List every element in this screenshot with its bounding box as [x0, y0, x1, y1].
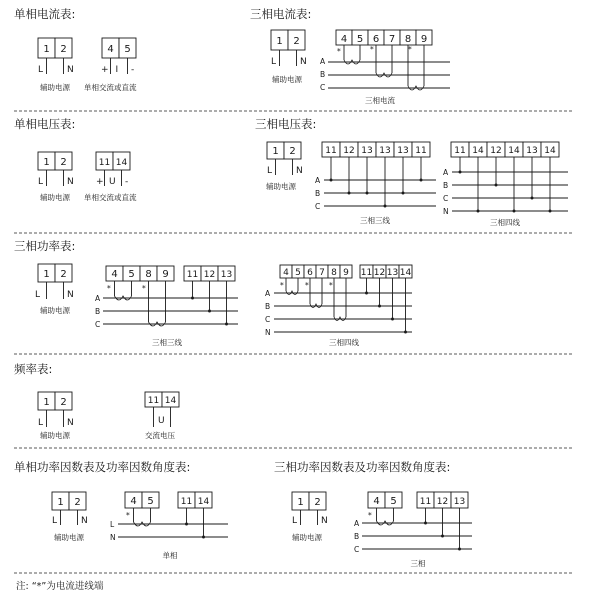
line-label: A [265, 289, 271, 298]
pin-label: N [300, 57, 307, 67]
terminal-label: 9 [343, 268, 349, 278]
terminal-label: 1 [43, 157, 50, 168]
terminal-label: 6 [372, 34, 380, 45]
terminal-label: 2 [293, 36, 300, 47]
terminal-label: 6 [307, 268, 313, 278]
voltage-input-block [145, 392, 179, 440]
terminal-label: 5 [390, 496, 397, 507]
pin-label: L [52, 516, 58, 526]
terminal-label: 2 [60, 397, 67, 408]
pin-label: L [38, 418, 44, 428]
terminal-label: 14 [544, 146, 556, 156]
terminal-label: 14 [115, 158, 128, 168]
terminal-label: 14 [472, 146, 484, 156]
aux-power-block [38, 392, 74, 440]
line-label: N [265, 328, 271, 337]
terminal-label: 13 [386, 268, 399, 278]
polarity-mark: * [280, 281, 284, 290]
diagram-caption: 三相 [410, 559, 426, 568]
terminal-label: 1 [43, 269, 50, 280]
three-phase-pf-diagram [354, 492, 472, 568]
terminal-label: 11 [325, 146, 337, 156]
terminal-label: 8 [145, 269, 152, 280]
three-phase-power-section [14, 239, 412, 347]
line-label: B [354, 532, 360, 541]
terminal-label: 1 [276, 36, 283, 47]
line-label: A [443, 168, 449, 177]
terminal-label: 14 [399, 268, 412, 278]
section-title: 单相功率因数表及功率因数角度表: [14, 460, 191, 474]
terminal-label: 2 [60, 44, 67, 55]
terminal-label: 11 [415, 146, 427, 156]
line-label: A [354, 519, 360, 528]
polarity-mark: * [142, 284, 146, 293]
terminal-label: 13 [220, 270, 233, 280]
three-wire-diagram [315, 142, 436, 225]
line-label: A [315, 176, 321, 185]
aux-power-label: 辅助电源 [266, 182, 296, 191]
terminal-label: 8 [404, 34, 412, 45]
line-label: L [110, 520, 115, 529]
polarity-mark: * [368, 511, 372, 520]
terminal-label: 4 [111, 269, 118, 280]
pin-label: U [158, 416, 165, 426]
terminal-label: 11 [186, 270, 199, 280]
aux-power-label: 辅助电源 [40, 83, 70, 92]
line-label: B [315, 189, 321, 198]
terminal-label: 14 [197, 497, 210, 507]
polarity-mark: * [305, 281, 309, 290]
polarity-mark: * [370, 45, 374, 54]
line-label: B [265, 302, 271, 311]
terminal-label: 14 [164, 396, 177, 406]
section-title: 频率表: [14, 362, 53, 376]
section-title: 单相电压表: [14, 117, 76, 131]
terminal-label: 13 [379, 146, 391, 156]
line-label: C [354, 545, 360, 554]
aux-power-label: 辅助电源 [272, 75, 302, 84]
terminal-label: 13 [526, 146, 538, 156]
aux-power-block [292, 492, 328, 542]
aux-power-label: 辅助电源 [40, 306, 70, 315]
aux-power-label: 辅助电源 [54, 533, 84, 542]
pin-label: N [296, 166, 303, 176]
single-phase-pf-section [14, 460, 228, 560]
section-title: 三相电流表: [250, 7, 312, 21]
frequency-section [14, 362, 179, 440]
aux-power-block [271, 30, 307, 84]
pin-label: N [321, 516, 328, 526]
line-label: A [320, 57, 326, 66]
terminal-label: 8 [331, 268, 337, 278]
four-wire-diagram [443, 142, 568, 227]
pin-label: N [67, 418, 74, 428]
terminal-label: 1 [43, 397, 50, 408]
pin-label: N [67, 65, 74, 75]
terminal-label: 12 [373, 268, 386, 278]
single-phase-current-section [14, 7, 137, 92]
pin-label: N [81, 516, 88, 526]
terminal-label: 2 [60, 269, 67, 280]
terminal-label: 2 [314, 497, 321, 508]
terminal-label: 11 [419, 497, 432, 507]
line-label: A [95, 294, 101, 303]
line-label: C [443, 194, 449, 203]
aux-power-block [38, 38, 74, 92]
terminal-label: 11 [360, 268, 373, 278]
input-label: 交流电压 [145, 431, 175, 440]
line-label: C [95, 320, 101, 329]
footnote: 注: “*”为电流进线端 [16, 581, 104, 592]
terminal-label: 5 [356, 34, 364, 45]
terminal-label: 12 [343, 146, 355, 156]
terminal-label: 11 [454, 146, 466, 156]
current-input-block [84, 38, 137, 92]
aux-power-label: 辅助电源 [40, 431, 70, 440]
aux-power-block [38, 152, 74, 202]
line-label: B [443, 181, 449, 190]
section-title: 三相电压表: [255, 117, 317, 131]
terminal-label: 9 [162, 269, 169, 280]
diagram-caption: 三相四线 [329, 338, 359, 347]
line-label: C [265, 315, 271, 324]
input-label: 单相交流或直流 [84, 83, 137, 92]
polarity-mark: * [107, 284, 111, 293]
line-label: C [315, 202, 321, 211]
terminal-label: 14 [508, 146, 520, 156]
terminal-label: 4 [373, 496, 380, 507]
single-phase-pf-diagram [110, 492, 228, 560]
diagram-caption: 三相三线 [152, 338, 182, 347]
aux-power-block [35, 264, 74, 315]
aux-power-label: 辅助电源 [40, 193, 70, 202]
terminal-label: 1 [297, 497, 304, 508]
diagram-caption: 三相四线 [490, 218, 520, 227]
aux-power-label: 辅助电源 [292, 533, 322, 542]
terminal-label: 5 [128, 269, 135, 280]
section-title: 三相功率因数表及功率因数角度表: [274, 460, 451, 474]
three-phase-voltage-section [255, 117, 568, 227]
terminal-label: 4 [130, 496, 137, 507]
terminal-label: 4 [107, 44, 114, 55]
terminal-label: 4 [283, 268, 289, 278]
diagram-caption: 单相 [162, 551, 178, 560]
aux-power-block [266, 142, 303, 191]
terminal-label: 11 [180, 497, 193, 507]
line-label: C [320, 83, 326, 92]
single-phase-voltage-section [14, 117, 137, 202]
terminal-label: 12 [436, 497, 449, 507]
pin-label: + [101, 65, 109, 75]
voltage-input-block [84, 152, 137, 202]
terminal-label: 5 [124, 44, 131, 55]
terminal-label: 1 [57, 497, 64, 508]
diagram-caption: 三相电流 [365, 96, 395, 105]
terminal-label: 7 [388, 34, 396, 45]
pin-label: L [38, 177, 44, 187]
pin-label: I [115, 65, 119, 75]
pin-label: - [125, 177, 129, 187]
polarity-mark: * [337, 47, 341, 56]
three-wire-power-diagram [95, 266, 238, 347]
terminal-label: 1 [43, 44, 50, 55]
terminal-label: 11 [98, 158, 111, 168]
aux-power-block [52, 492, 88, 542]
pin-label: L [267, 166, 273, 176]
terminal-label: 7 [319, 268, 325, 278]
pin-label: N [67, 177, 74, 187]
pin-label: + [96, 177, 104, 187]
pin-label: U [109, 177, 116, 187]
terminal-label: 4 [340, 34, 348, 45]
three-phase-current-section [250, 7, 450, 105]
polarity-mark: * [126, 511, 130, 520]
line-label: B [95, 307, 101, 316]
pin-label: L [35, 290, 41, 300]
line-label: B [320, 70, 326, 79]
pin-label: L [271, 57, 277, 67]
line-label: N [110, 533, 116, 542]
pin-label: - [131, 65, 135, 75]
section-title: 单相电流表: [14, 7, 76, 21]
terminal-label: 13 [361, 146, 373, 156]
terminal-label: 1 [272, 146, 279, 157]
diagram-caption: 三相三线 [360, 216, 390, 225]
terminal-label: 2 [289, 146, 296, 157]
terminal-label: 13 [453, 497, 466, 507]
terminal-label: 9 [420, 34, 428, 45]
terminal-label: 13 [397, 146, 409, 156]
terminal-label: 11 [147, 396, 160, 406]
terminal-label: 12 [203, 270, 216, 280]
terminal-label: 2 [60, 157, 67, 168]
pin-label: L [38, 65, 44, 75]
terminal-label: 5 [295, 268, 301, 278]
current-terminal-strip [336, 30, 432, 90]
terminal-label: 2 [74, 497, 81, 508]
pin-label: L [292, 516, 298, 526]
four-wire-power-diagram [265, 265, 412, 347]
line-label: N [443, 207, 449, 216]
input-label: 单相交流或直流 [84, 193, 137, 202]
polarity-mark: * [408, 45, 412, 54]
section-title: 三相功率表: [14, 239, 76, 253]
pin-label: N [67, 290, 74, 300]
terminal-label: 5 [147, 496, 154, 507]
polarity-mark: * [329, 281, 333, 290]
terminal-label: 12 [490, 146, 502, 156]
three-phase-pf-section [274, 460, 472, 568]
